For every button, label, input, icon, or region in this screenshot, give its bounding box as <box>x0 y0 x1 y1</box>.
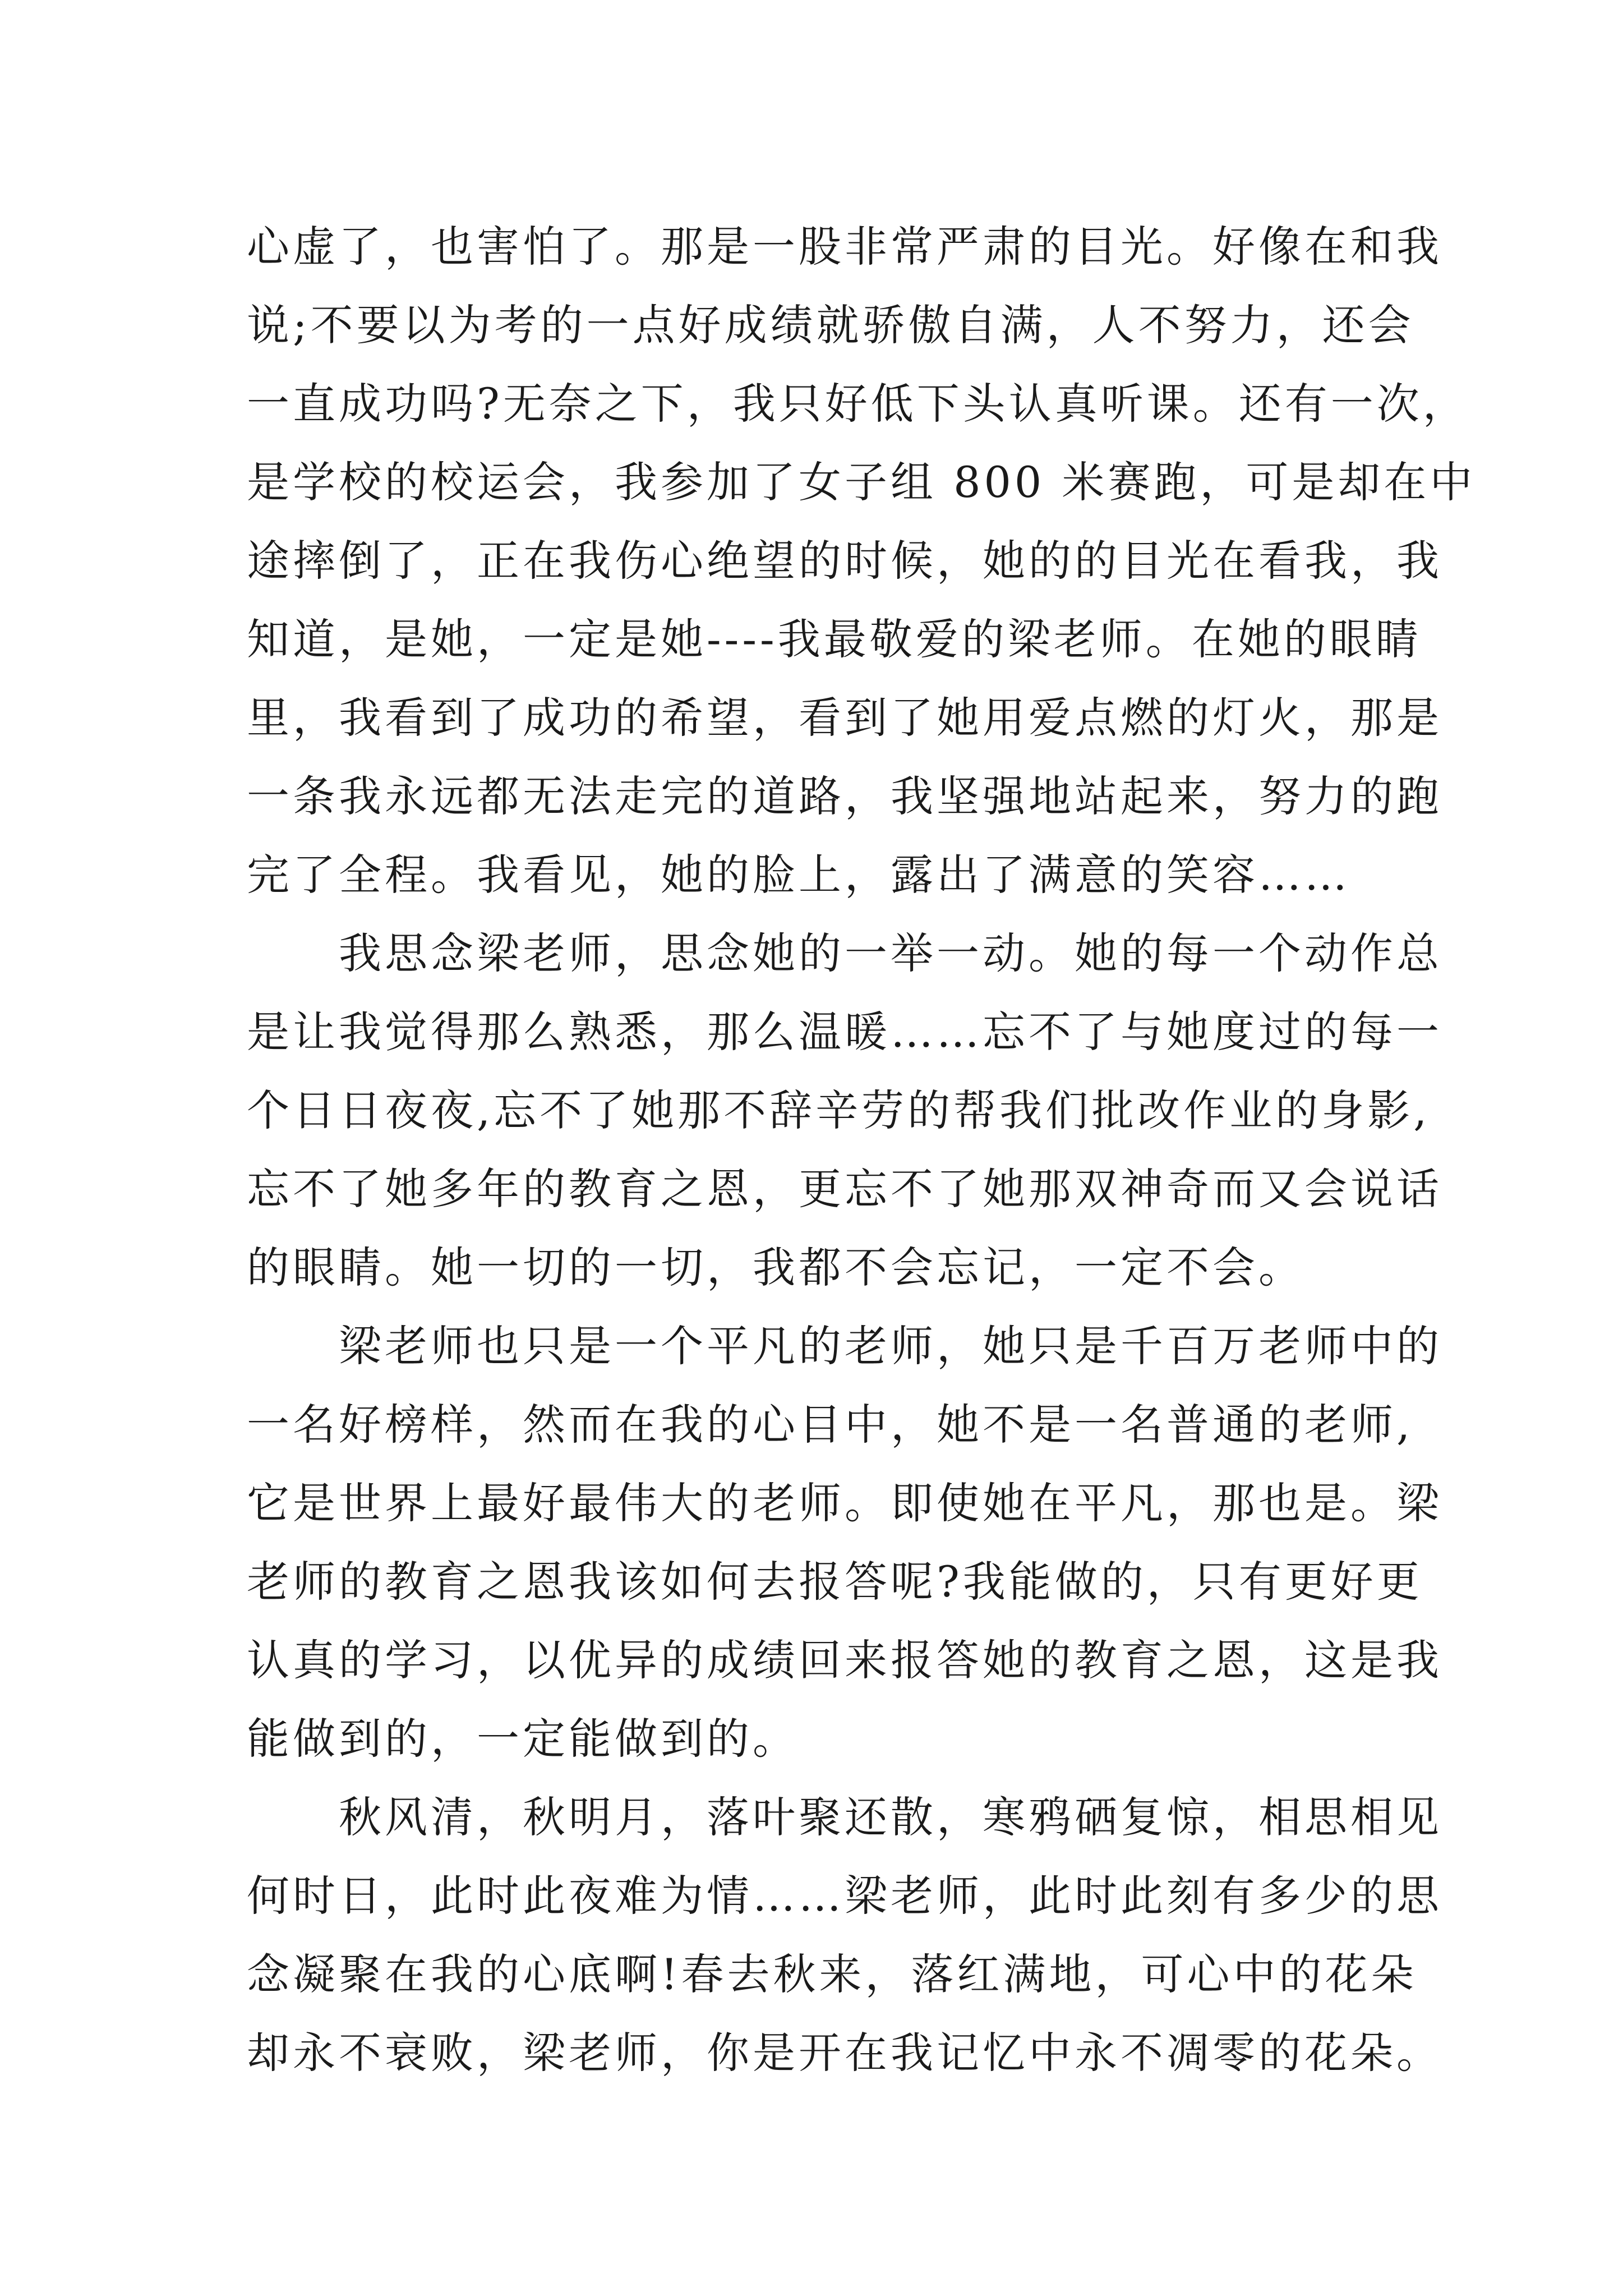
text-line: 却永不衰败，梁老师，你是开在我记忆中永不凋零的花朵。 <box>247 2028 1442 2078</box>
text-line: 一条我永远都无法走完的道路，我坚强地站起来，努力的跑 <box>247 771 1442 821</box>
text-line: 说;不要以为考的一点好成绩就骄傲自满，人不努力，还会 <box>247 300 1414 350</box>
paragraph <box>247 208 1476 914</box>
text-line: 一直成功吗?无奈之下，我只好低下头认真听课。还有一次， <box>247 379 1469 429</box>
paragraph <box>247 914 1442 1307</box>
text-line: 完了全程。我看见，她的脸上，露出了满意的笑容…… <box>247 850 1350 900</box>
text-line: 里，我看到了成功的希望，看到了她用爱点燃的灯火，那是 <box>247 693 1442 743</box>
text-line: 忘不了她多年的教育之恩，更忘不了她那双神奇而又会说话 <box>247 1164 1442 1214</box>
text-line: 是学校的校运会，我参加了女子组 800 米赛跑，可是却在中 <box>247 457 1476 507</box>
paragraph <box>247 1778 1442 2092</box>
text-line: 梁老师也只是一个平凡的老师，她只是千百万老师中的 <box>247 1321 1442 1371</box>
text-line: 心虚了，也害怕了。那是一股非常严肃的目光。好像在和我 <box>247 222 1442 272</box>
text-line: 的眼睛。她一切的一切，我都不会忘记，一定不会。 <box>247 1243 1304 1292</box>
paragraph <box>247 1307 1442 1778</box>
text-line: 念凝聚在我的心底啊!春去秋来，落红满地，可心中的花朵 <box>247 1949 1417 1999</box>
text-line: 途摔倒了，正在我伤心绝望的时候，她的的目光在看我，我 <box>247 536 1442 586</box>
text-line: 老师的教育之恩我该如何去报答呢?我能做的，只有更好更 <box>247 1557 1423 1607</box>
text-line: 何时日，此时此夜难为情……梁老师，此时此刻有多少的思 <box>247 1871 1442 1921</box>
text-line: 秋风清，秋明月，落叶聚还散，寒鸦硒复惊，相思相见 <box>247 1792 1442 1842</box>
text-line: 知道，是她，一定是她----我最敬爱的梁老师。在她的眼睛 <box>247 614 1422 664</box>
text-line: 一名好榜样，然而在我的心目中，她不是一名普通的老师, <box>247 1400 1414 1450</box>
text-line: 它是世界上最好最伟大的老师。即使她在平凡，那也是。梁 <box>247 1478 1442 1528</box>
text-line: 个日日夜夜,忘不了她那不辞辛劳的帮我们批改作业的身影, <box>247 1085 1431 1135</box>
text-line: 能做到的，一定能做到的。 <box>247 1714 799 1764</box>
document-body <box>247 208 1476 2092</box>
text-line: 我思念梁老师，思念她的一举一动。她的每一个动作总 <box>247 928 1442 978</box>
text-line: 认真的学习，以优异的成绩回来报答她的教育之恩，这是我 <box>247 1635 1442 1685</box>
text-line: 是让我觉得那么熟悉，那么温暖……忘不了与她度过的每一 <box>247 1007 1442 1057</box>
